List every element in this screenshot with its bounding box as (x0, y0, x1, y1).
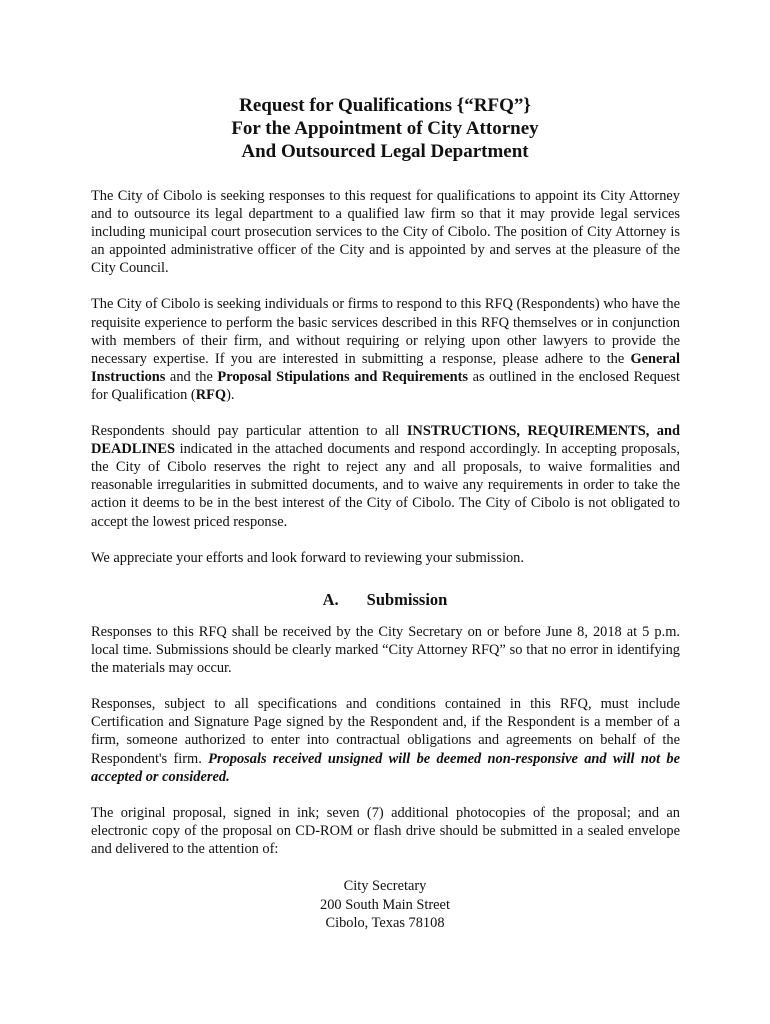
title-line-2: For the Appointment of City Attorney (231, 118, 539, 139)
intro-p3-text-b: indicated in the attached documents and respond accordingly. In accepting proposals, the City of Cibolo reserves the right to reject any and all proposals, to waive formalities and reasonable irregularities in submitted documents, and to waive any requirements in order to take the action it deems to be in the best interest of the City of Cibolo. The City of Cibolo is not obligated to accept the lowest priced response. (91, 441, 680, 530)
address-line-3: Cibolo, Texas 78108 (325, 915, 445, 931)
document-title (0, 94, 770, 163)
intro-paragraph-2 (91, 295, 680, 404)
unsigned-proposals-warning: Proposals received unsigned will be deemed non-responsive and will not be accepted or considered. (91, 750, 680, 785)
intro-paragraph-3 (91, 422, 680, 531)
intro-p2-text-c: as outlined in the enclosed Request for Qualification ( (91, 368, 680, 403)
address-line-1: City Secretary (343, 878, 427, 894)
intro-paragraph-1: The City of Cibolo is seeking responses to this request for qualifications to appoint its City Attorney and to outsource its legal department to a qualified law firm so that it may provide legal services including municipal court prosecution services to the City of Cibolo. The position of City Attorney is an appointed administrative officer of the City and is appointed by and serves at the pleasure of the City Council. (91, 188, 680, 277)
general-instructions-bold: General Instructions (91, 350, 680, 385)
address-line-2: 200 South Main Street (320, 896, 450, 913)
title-line-3: And Outsourced Legal Department (241, 141, 529, 162)
intro-p2-text-a: The City of Cibolo is seeking individuals or firms to respond to this RFQ (Respondents) who have the requisite experience to perform the basic services described in this RFQ themselves or in conjunction with members of their firm, and without requiring or relying upon other lawyers to provide the necessary expertise. If you are interested in submitting a response, please adhere to the (91, 296, 680, 367)
mailing-address (0, 877, 770, 933)
submission-p2-text: Responses, subject to all specifications and conditions contained in this RFQ, must include Certification and Signature Page signed by the Respondent and, if the Respondent is a member of a firm, someone authorized to enter into contractual obligations and agreements on behalf of the Respondent's firm. (91, 696, 680, 767)
submission-section (91, 623, 680, 876)
instructions-requirements-deadlines-bold: INSTRUCTIONS, REQUIREMENTS, and DEADLINES (91, 423, 681, 458)
intro-paragraph-4: We appreciate your efforts and look forward to reviewing your submission. (91, 549, 524, 566)
submission-paragraph-1: Responses to this RFQ shall be received by the City Secretary on or before June 8, 2018 at 5 p.m. local time. Submissions should be clearly marked “City Attorney RFQ” so that no error in identifying the materials may occur. (91, 624, 680, 677)
section-title: Submission (366, 590, 448, 609)
submission-paragraph-2 (91, 695, 680, 785)
proposal-stipulations-bold: Proposal Stipulations and Requirements (217, 368, 469, 385)
section-heading (0, 590, 770, 610)
intro-p2-text-b: and the (165, 368, 218, 385)
intro-section (91, 187, 680, 585)
intro-p2-text-d: ). (226, 386, 235, 403)
title-line-1: Request for Qualifications {“RFQ”} (239, 95, 531, 116)
intro-p3-text-a: Respondents should pay particular attention to all (91, 423, 407, 440)
section-number: A. (322, 590, 339, 609)
rfq-bold: RFQ (195, 386, 227, 403)
submission-paragraph-3: The original proposal, signed in ink; seven (7) additional photocopies of the proposal; and an electronic copy of the proposal on CD-ROM or flash drive should be submitted in a sealed envelope and delivered to the attention of: (91, 804, 680, 857)
